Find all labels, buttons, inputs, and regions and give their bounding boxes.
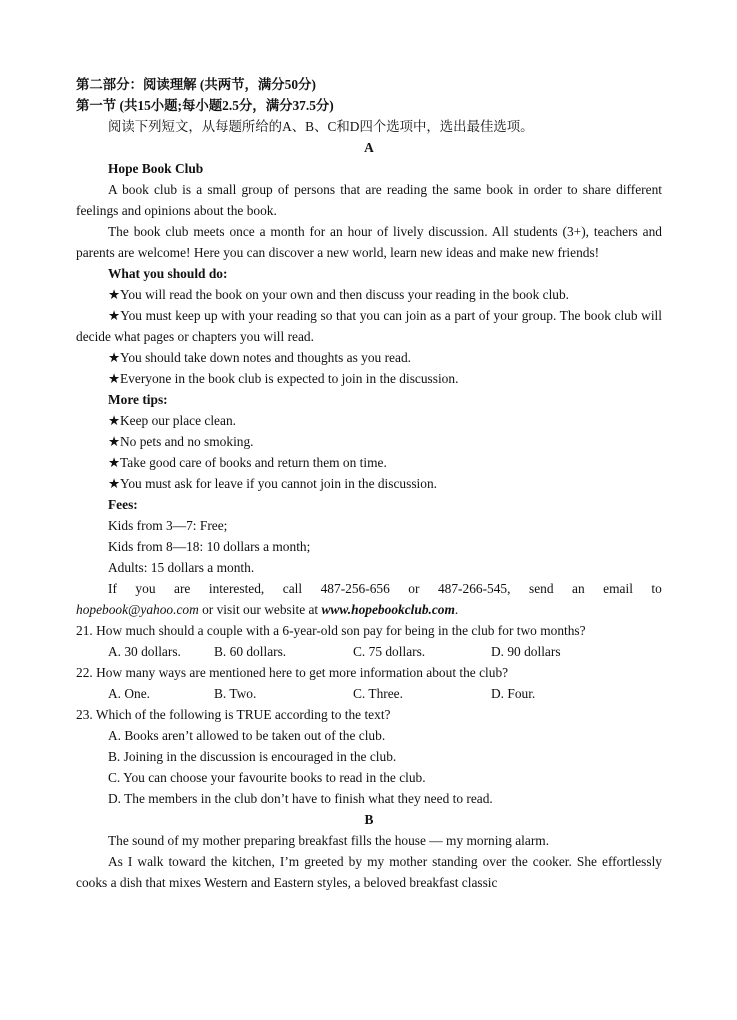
fee-item: Adults: 15 dollars a month. bbox=[108, 560, 255, 575]
passage-b-label: B bbox=[364, 812, 374, 827]
tip-item: ★No pets and no smoking. bbox=[108, 434, 254, 449]
contact-word: call bbox=[282, 581, 303, 596]
contact-email: hopebook@yahoo.com bbox=[76, 602, 199, 617]
contact-word: If bbox=[108, 581, 117, 596]
question-stem: 23. Which of the following is TRUE according to the text? bbox=[76, 707, 391, 722]
instruction: 阅读下列短文，从每题所给的A、B、C和D四个选项中，选出最佳选项。 bbox=[108, 119, 534, 134]
should-do-list bbox=[76, 284, 662, 389]
option-a: A. One. bbox=[108, 686, 151, 701]
question-stem: 22. How many ways are mentioned here to get more information about the club? bbox=[76, 665, 509, 680]
option-c: C. You can choose your favourite books to read in the club. bbox=[108, 770, 426, 785]
tip-item: ★Keep our place clean. bbox=[108, 413, 236, 428]
option-d: D. Four. bbox=[491, 686, 536, 701]
option-b: B. 60 dollars. bbox=[214, 644, 287, 659]
passage-a-label: A bbox=[364, 140, 374, 155]
contact-phone: 487-256-656 bbox=[320, 581, 390, 596]
page-content bbox=[76, 74, 662, 893]
contact-word: are bbox=[174, 581, 191, 596]
contact-word: to bbox=[651, 581, 662, 596]
contact-website: www.hopebookclub.com bbox=[321, 602, 455, 617]
contact-word: an bbox=[572, 581, 585, 596]
option-b: B. Two. bbox=[214, 686, 257, 701]
tips-list bbox=[76, 410, 662, 494]
fees-heading: Fees: bbox=[108, 497, 138, 512]
passage-a-title: Hope Book Club bbox=[108, 161, 204, 176]
question-options bbox=[76, 683, 662, 704]
passage-b-paragraph: As I walk toward the kitchen, I’m greeted by my mother standing over the cooker. She effortlessly cooks a dish that mixes Western and Eastern styles, a beloved breakfast classic bbox=[76, 854, 662, 890]
question-22 bbox=[76, 662, 662, 704]
tips-heading: More tips: bbox=[108, 392, 168, 407]
tip-item: ★You must ask for leave if you cannot join in the discussion. bbox=[108, 476, 438, 491]
contact-word: email bbox=[603, 581, 633, 596]
option-b: B. Joining in the discussion is encouraged in the club. bbox=[108, 749, 397, 764]
should-do-item: ★You must keep up with your reading so that you can join as a part of your group. The book club will decide what pages or chapters you will read. bbox=[76, 308, 662, 344]
question-stem: 21. How much should a couple with a 6-year-old son pay for being in the club for two months? bbox=[76, 623, 586, 638]
contact-mid-text: or visit our website at bbox=[198, 602, 322, 617]
passage-b-paragraph: The sound of my mother preparing breakfast fills the house — my morning alarm. bbox=[108, 833, 550, 848]
should-do-item: ★You should take down notes and thoughts as you read. bbox=[108, 350, 411, 365]
question-options bbox=[76, 641, 662, 662]
contact-word: you bbox=[135, 581, 156, 596]
fee-item: Kids from 3—7: Free; bbox=[108, 518, 228, 533]
fees-list bbox=[76, 515, 662, 578]
option-a: A. Books aren’t allowed to be taken out of the club. bbox=[108, 728, 386, 743]
question-21 bbox=[76, 620, 662, 662]
contact-word: or bbox=[408, 581, 420, 596]
contact-word: interested, bbox=[208, 581, 265, 596]
should-do-heading: What you should do: bbox=[108, 266, 228, 281]
passage-a-meeting: The book club meets once a month for an hour of lively discussion. All students (3+), teachers and parents are welcome! Here you can discover a new world, learn new ideas and make new friends! bbox=[76, 224, 662, 260]
contact-line-2 bbox=[76, 599, 662, 620]
section-title: 第一节 (共15小题;每小题2.5分，满分37.5分) bbox=[76, 98, 334, 113]
contact-phone: 487-266-545, bbox=[437, 581, 511, 596]
contact-word: send bbox=[528, 581, 554, 596]
option-c: C. Three. bbox=[353, 686, 403, 701]
option-a: A. 30 dollars. bbox=[108, 644, 181, 659]
passage-a-intro: A book club is a small group of persons that are reading the same book in order to share different feelings and opinions about the book. bbox=[76, 182, 662, 218]
fee-item: Kids from 8—18: 10 dollars a month; bbox=[108, 539, 311, 554]
tip-item: ★Take good care of books and return them on time. bbox=[108, 455, 387, 470]
option-d: D. 90 dollars bbox=[491, 644, 561, 659]
option-c: C. 75 dollars. bbox=[353, 644, 426, 659]
question-23 bbox=[76, 704, 662, 809]
contact-end: . bbox=[454, 602, 459, 617]
should-do-item: ★You will read the book on your own and then discuss your reading in the book club. bbox=[108, 287, 570, 302]
option-d: D. The members in the club don’t have to finish what they need to read. bbox=[108, 791, 493, 806]
should-do-item: ★Everyone in the book club is expected to join in the discussion. bbox=[108, 371, 459, 386]
part-title: 第二部分：阅读理解 (共两节，满分50分) bbox=[76, 77, 316, 92]
contact-line bbox=[76, 578, 662, 599]
